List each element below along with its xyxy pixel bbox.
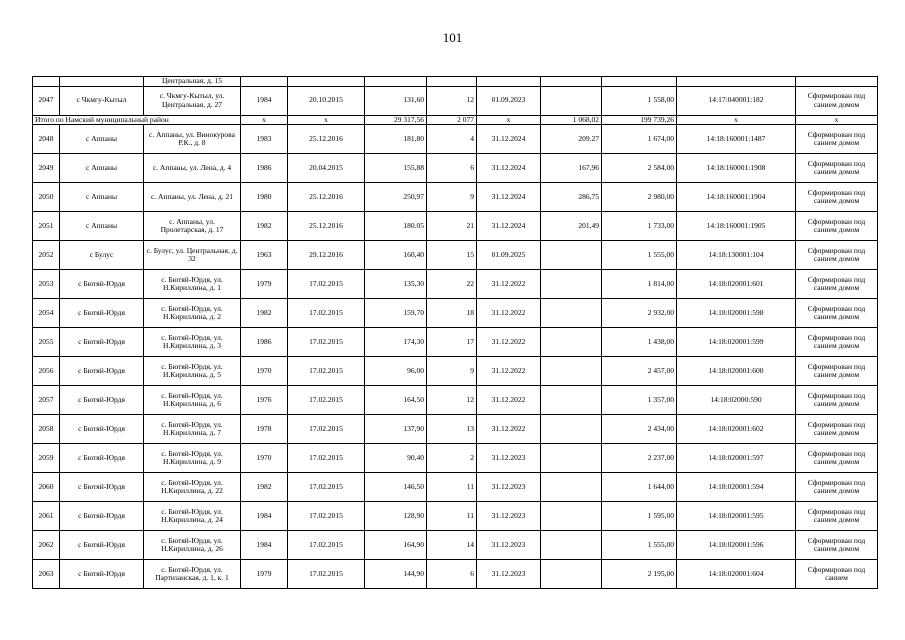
cell-address: с. Бютяй-Юрдя, ул. Н.Кириллина, д. 1 [144, 270, 241, 299]
cell-cost [541, 328, 602, 357]
cell-deadline: 31.12.2022 [477, 386, 541, 415]
cell-cadastre: 14:18:130001:104 [677, 241, 796, 270]
cell-deadline: 31.12.2023 [477, 502, 541, 531]
cell-residents: 22 [427, 270, 477, 299]
cell-total: 1 438,00 [602, 328, 677, 357]
cell-area: 164,50 [365, 386, 427, 415]
cell-cost: 286,75 [541, 183, 602, 212]
cell-residents: 15 [427, 241, 477, 270]
table-row [33, 415, 878, 444]
cell-area: 180.05 [365, 212, 427, 241]
cell-deadline: 31.12.2022 [477, 299, 541, 328]
cell-status: Сформирован под санием домом [796, 86, 878, 115]
cell-area: 160,40 [365, 241, 427, 270]
cell-status: Сформирован под санием домом [796, 415, 878, 444]
cell-address: с. Аппаны, ул. Лена, д. 4 [144, 154, 241, 183]
cell-cost [541, 531, 602, 560]
cell-year: 1979 [241, 560, 288, 589]
cell-residents: 9 [427, 357, 477, 386]
cell-area: 250,97 [365, 183, 427, 212]
table-row [33, 444, 878, 473]
cell-total: 1 674,00 [602, 125, 677, 154]
table-row [33, 328, 878, 357]
cell-year: 1984 [241, 531, 288, 560]
cell-num: 2057 [33, 386, 60, 415]
cell-address: с. Аппаны, ул. Винокурова Р.К., д. 8 [144, 125, 241, 154]
cell-area: 144,90 [365, 560, 427, 589]
cell-status: Сформирован под санием домом [796, 531, 878, 560]
cell-num: 2051 [33, 212, 60, 241]
cell-address: с. Аппаны, ул. Пролетарская, д. 17 [144, 212, 241, 241]
cell-settlement: с Бютяй-Юрдя [60, 357, 144, 386]
cell-address: с. Булус, ул. Центральная, д. 32 [144, 241, 241, 270]
cell-total: 1 555,00 [602, 531, 677, 560]
cell-date: 17.02.2015 [288, 444, 365, 473]
cell-total: 1 357,00 [602, 386, 677, 415]
cell-deadline: 31.12.2022 [477, 270, 541, 299]
cell-residents [427, 77, 477, 87]
cell-address: Центральная, д. 15 [144, 77, 241, 87]
cell-date: 17.02.2015 [288, 386, 365, 415]
cell-date: 17.02.2015 [288, 357, 365, 386]
cell-status: Сформирован под санием домом [796, 473, 878, 502]
cell-year: 1970 [241, 444, 288, 473]
cell-num: 2062 [33, 531, 60, 560]
cell-status: Сформирован под санием домом [796, 183, 878, 212]
cell-area: 159,70 [365, 299, 427, 328]
table-row [33, 86, 878, 115]
table-row [33, 357, 878, 386]
cell-num: 2049 [33, 154, 60, 183]
total-row [33, 115, 878, 125]
cell-deadline: 31.12.2023 [477, 473, 541, 502]
cell-settlement: с Бютяй-Юрдя [60, 444, 144, 473]
cell-total [602, 77, 677, 87]
cell-settlement: с Бютяй-Юрдя [60, 473, 144, 502]
page-number: 101 [442, 30, 463, 45]
cell-total: 2 584,00 [602, 154, 677, 183]
cell-total: 2 932,00 [602, 299, 677, 328]
cell-cost [541, 241, 602, 270]
cell-residents: 18 [427, 299, 477, 328]
cell-cost: 201,49 [541, 212, 602, 241]
cell-num: 2055 [33, 328, 60, 357]
cell-cost [541, 299, 602, 328]
table-row [33, 560, 878, 589]
cell-cadastre: 14:18:160001:1905 [677, 212, 796, 241]
cell-status: Сформирован под санием [796, 560, 878, 589]
table-row [33, 473, 878, 502]
cell-status: Сформирован под санием домом [796, 299, 878, 328]
cell-deadline: 31.12.2022 [477, 328, 541, 357]
cell-date [288, 77, 365, 87]
cell-deadline [477, 77, 541, 87]
cell-settlement: с Бютяй-Юрдя [60, 386, 144, 415]
cell-settlement: с Аппаны [60, 154, 144, 183]
cell-total: 2 195,00 [602, 560, 677, 589]
cell-deadline: 31.12.2023 [477, 560, 541, 589]
table-row [33, 270, 878, 299]
cell-year: 1986 [241, 154, 288, 183]
cell-area: 135,30 [365, 270, 427, 299]
cell-total: 2 434,00 [602, 415, 677, 444]
cell-total: 1 814,00 [602, 270, 677, 299]
cell-settlement: с Бютяй-Юрдя [60, 299, 144, 328]
cell-num: 2060 [33, 473, 60, 502]
cell-residents: 6 [427, 560, 477, 589]
table-row [33, 531, 878, 560]
total-cell: 1 068,02 [541, 115, 602, 125]
total-cell: 2 077 [427, 115, 477, 125]
cell-status: Сформирован под санием домом [796, 154, 878, 183]
housing-register-table [32, 76, 878, 589]
cell-status: Сформирован под санием домом [796, 386, 878, 415]
cell-year: 1976 [241, 386, 288, 415]
total-cell: x [288, 115, 365, 125]
cell-address: с. Бютяй-Юрдя, ул. Н.Кириллина, д. 26 [144, 531, 241, 560]
cell-status: Сформирован под санием домом [796, 328, 878, 357]
cell-cost [541, 86, 602, 115]
cell-address: с. Бютяй-Юрдя, ул. Н.Кириллина, д. 3 [144, 328, 241, 357]
cell-total: 1 595,00 [602, 502, 677, 531]
cell-total: 2 237,00 [602, 444, 677, 473]
cell-cadastre: 14:18:020001:595 [677, 502, 796, 531]
cell-cadastre: 14:18:160001:1908 [677, 154, 796, 183]
cell-area: 164,90 [365, 531, 427, 560]
cell-num: 2053 [33, 270, 60, 299]
table-row [33, 77, 878, 87]
cell-date: 17.02.2015 [288, 328, 365, 357]
total-cell: 199 739,26 [602, 115, 677, 125]
cell-year: 1979 [241, 270, 288, 299]
cell-settlement: с Бютяй-Юрдя [60, 328, 144, 357]
cell-residents: 12 [427, 386, 477, 415]
cell-cadastre: 14:18:02000:590 [677, 386, 796, 415]
cell-cadastre: 14:17:040001:182 [677, 86, 796, 115]
cell-total: 1 555,00 [602, 241, 677, 270]
cell-area: 90,40 [365, 444, 427, 473]
cell-address: с. Чкмгу-Кытыл, ул. Центральная, д. 27 [144, 86, 241, 115]
cell-deadline: 31.12.2024 [477, 183, 541, 212]
table-row [33, 386, 878, 415]
cell-settlement: с Аппаны [60, 125, 144, 154]
cell-date: 25.12.2016 [288, 125, 365, 154]
cell-num: 2050 [33, 183, 60, 212]
cell-total: 1 558,00 [602, 86, 677, 115]
cell-status [796, 77, 878, 87]
total-cell: x [677, 115, 796, 125]
cell-deadline: 31.12.2024 [477, 125, 541, 154]
cell-settlement: с Бютяй-Юрдя [60, 502, 144, 531]
cell-num: 2059 [33, 444, 60, 473]
cell-area: 146,50 [365, 473, 427, 502]
cell-area: 96,00 [365, 357, 427, 386]
cell-residents: 11 [427, 502, 477, 531]
cell-area [365, 77, 427, 87]
cell-residents: 4 [427, 125, 477, 154]
cell-cadastre: 14:18:020001:600 [677, 357, 796, 386]
cell-date: 17.02.2015 [288, 270, 365, 299]
cell-settlement [60, 77, 144, 87]
cell-residents: 14 [427, 531, 477, 560]
cell-date: 17.02.2015 [288, 560, 365, 589]
cell-residents: 21 [427, 212, 477, 241]
cell-cost [541, 444, 602, 473]
cell-settlement: с Бютяй-Юрдя [60, 415, 144, 444]
cell-area: 128,90 [365, 502, 427, 531]
cell-area: 174,30 [365, 328, 427, 357]
cell-deadline: 01.09.2025 [477, 241, 541, 270]
cell-cadastre: 14:18:020001:604 [677, 560, 796, 589]
cell-address: с. Бютяй-Юрдя, ул. Н.Кириллина, д. 2 [144, 299, 241, 328]
cell-residents: 2 [427, 444, 477, 473]
cell-settlement: с Бютяй-Юрдя [60, 531, 144, 560]
cell-date: 17.02.2015 [288, 531, 365, 560]
cell-cost [541, 560, 602, 589]
cell-address: с. Бютяй-Юрдя, ул. Партизанская, д. 1, к. 1 [144, 560, 241, 589]
cell-deadline: 31.12.2022 [477, 357, 541, 386]
cell-deadline: 31.12.2022 [477, 415, 541, 444]
cell-cadastre: 14:18:020001:601 [677, 270, 796, 299]
cell-address: с. Бютяй-Юрдя, ул. Н.Кириллина, д. 24 [144, 502, 241, 531]
table-row [33, 241, 878, 270]
cell-deadline: 01.09.2023 [477, 86, 541, 115]
table-row [33, 154, 878, 183]
table-row [33, 125, 878, 154]
cell-num: 2056 [33, 357, 60, 386]
cell-deadline: 31.12.2023 [477, 444, 541, 473]
cell-cost [541, 357, 602, 386]
cell-date: 17.02.2015 [288, 502, 365, 531]
cell-year: 1983 [241, 125, 288, 154]
cell-year: 1970 [241, 357, 288, 386]
cell-settlement: с Бютяй-Юрдя [60, 560, 144, 589]
cell-status: Сформирован под санием домом [796, 357, 878, 386]
cell-deadline: 31.12.2024 [477, 212, 541, 241]
cell-num: 2063 [33, 560, 60, 589]
cell-total: 2 457,00 [602, 357, 677, 386]
cell-cadastre: 14:18:020001:594 [677, 473, 796, 502]
cell-date: 20.04.2015 [288, 154, 365, 183]
table-row [33, 212, 878, 241]
cell-address: с. Бютяй-Юрдя, ул. Н.Кириллина, д. 22 [144, 473, 241, 502]
total-cell: x [796, 115, 878, 125]
cell-total: 2 980,00 [602, 183, 677, 212]
cell-address: с. Бютяй-Юрдя, ул. Н.Кириллина, д. 7 [144, 415, 241, 444]
cell-year: 1982 [241, 299, 288, 328]
cell-num: 2047 [33, 86, 60, 115]
cell-cost [541, 502, 602, 531]
cell-date: 17.02.2015 [288, 473, 365, 502]
cell-status: Сформирован под санием домом [796, 444, 878, 473]
cell-date: 17.02.2015 [288, 415, 365, 444]
cell-area: 137,90 [365, 415, 427, 444]
cell-cost [541, 386, 602, 415]
cell-residents: 12 [427, 86, 477, 115]
cell-cost [541, 77, 602, 87]
cell-residents: 6 [427, 154, 477, 183]
cell-year: 1978 [241, 415, 288, 444]
cell-cost: 167,96 [541, 154, 602, 183]
cell-status: Сформирован под санием домом [796, 502, 878, 531]
cell-date: 25.12.2016 [288, 183, 365, 212]
cell-cadastre: 14:18:160001:1904 [677, 183, 796, 212]
table-row [33, 299, 878, 328]
cell-date: 29.12.2016 [288, 241, 365, 270]
cell-address: с. Бютяй-Юрдя, ул. Н.Кириллина, д. 5 [144, 357, 241, 386]
cell-settlement: с Аппаны [60, 212, 144, 241]
cell-total: 1 644,00 [602, 473, 677, 502]
cell-cadastre: 14:18:020001:598 [677, 299, 796, 328]
cell-year: 1980 [241, 183, 288, 212]
cell-num: 2061 [33, 502, 60, 531]
cell-cadastre: 14:18:020001:599 [677, 328, 796, 357]
cell-num: 2058 [33, 415, 60, 444]
cell-residents: 11 [427, 473, 477, 502]
cell-date: 17.02.2015 [288, 299, 365, 328]
cell-year [241, 77, 288, 87]
cell-num [33, 77, 60, 87]
cell-year: 1984 [241, 502, 288, 531]
cell-settlement: с Чкмгу-Кытыл [60, 86, 144, 115]
cell-settlement: с Бютяй-Юрдя [60, 270, 144, 299]
cell-residents: 13 [427, 415, 477, 444]
cell-deadline: 31.12.2023 [477, 531, 541, 560]
cell-cost: 209.27 [541, 125, 602, 154]
total-cell: 29 317,56 [365, 115, 427, 125]
cell-residents: 9 [427, 183, 477, 212]
cell-cost [541, 415, 602, 444]
cell-cost [541, 270, 602, 299]
total-cell: x [477, 115, 541, 125]
table-row [33, 183, 878, 212]
cell-settlement: с Булус [60, 241, 144, 270]
cell-cadastre: 14:18:020001:602 [677, 415, 796, 444]
cell-year: 1963 [241, 241, 288, 270]
cell-date: 25.12.2016 [288, 212, 365, 241]
cell-cadastre: 14:18:020001:596 [677, 531, 796, 560]
cell-cadastre [677, 77, 796, 87]
cell-status: Сформирован под санием домом [796, 241, 878, 270]
cell-year: 1982 [241, 212, 288, 241]
cell-status: Сформирован под санием домом [796, 125, 878, 154]
cell-cadastre: 14:18:160001:1487 [677, 125, 796, 154]
cell-year: 1984 [241, 86, 288, 115]
cell-area: 181,80 [365, 125, 427, 154]
cell-address: с. Аппаны, ул. Лена, д. 21 [144, 183, 241, 212]
cell-total: 1 733,00 [602, 212, 677, 241]
cell-year: 1982 [241, 473, 288, 502]
cell-area: 131,60 [365, 86, 427, 115]
cell-status: Сформирован под санием домом [796, 270, 878, 299]
cell-num: 2054 [33, 299, 60, 328]
cell-cost [541, 473, 602, 502]
cell-address: с. Бютяй-Юрдя, ул. Н.Кириллина, д. 9 [144, 444, 241, 473]
cell-year: 1986 [241, 328, 288, 357]
cell-date: 20.10.2015 [288, 86, 365, 115]
cell-cadastre: 14:18:020001:597 [677, 444, 796, 473]
cell-area: 155,88 [365, 154, 427, 183]
total-label: Итого по Намский муниципальный район [33, 115, 241, 125]
cell-num: 2048 [33, 125, 60, 154]
total-cell: x [241, 115, 288, 125]
cell-settlement: с Аппаны [60, 183, 144, 212]
table-row [33, 502, 878, 531]
cell-residents: 17 [427, 328, 477, 357]
cell-deadline: 31.12.2024 [477, 154, 541, 183]
cell-address: с. Бютяй-Юрдя, ул. Н.Кириллина, д. 6 [144, 386, 241, 415]
cell-status: Сформирован под санием домом [796, 212, 878, 241]
cell-num: 2052 [33, 241, 60, 270]
